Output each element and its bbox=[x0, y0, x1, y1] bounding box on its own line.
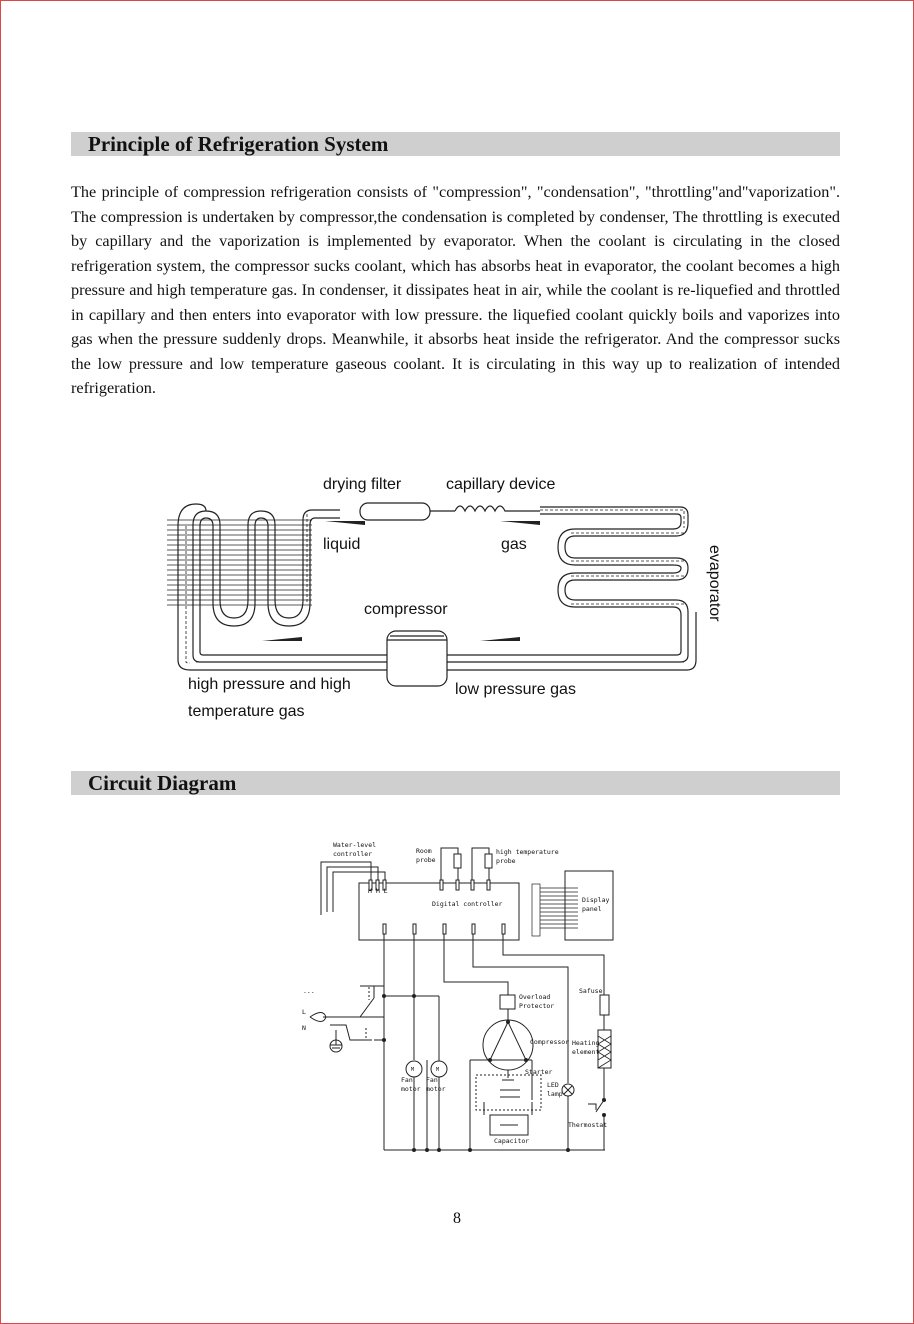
label-overload-1: Overload bbox=[519, 993, 551, 1001]
label-evaporator: evaporator bbox=[706, 545, 723, 622]
label-high-temp-2: probe bbox=[496, 857, 516, 865]
label-digital-controller: Digital controller bbox=[432, 900, 503, 908]
label-liquid: liquid bbox=[323, 536, 361, 553]
label-heating-1: Heating bbox=[572, 1039, 600, 1047]
label-l: L bbox=[302, 1008, 306, 1016]
label-fan1-1: Fan bbox=[401, 1076, 413, 1084]
label-heating-2: element bbox=[572, 1048, 600, 1056]
label-thermostat: Thermostat bbox=[568, 1121, 608, 1129]
label-led-1: LED bbox=[547, 1081, 559, 1089]
label-dots: ... bbox=[303, 987, 315, 995]
label-hml: H M L bbox=[368, 887, 388, 895]
label-display-2: panel bbox=[582, 905, 602, 913]
label-drying-filter: drying filter bbox=[323, 476, 402, 493]
label-overload-2: Protector bbox=[519, 1002, 555, 1010]
label-fan1-2: motor bbox=[401, 1085, 421, 1093]
label-room-probe-2: probe bbox=[416, 856, 436, 864]
label-capillary-device: capillary device bbox=[446, 476, 556, 493]
principle-paragraph bbox=[71, 180, 840, 401]
label-n: N bbox=[302, 1024, 306, 1032]
label-high-pressure-1: high pressure and high bbox=[188, 676, 351, 693]
label-compressor: Compressor bbox=[530, 1038, 570, 1046]
section-title-circuit: Circuit Diagram bbox=[71, 771, 840, 795]
label-high-pressure-2: temperature gas bbox=[188, 703, 305, 720]
label-water-level-1: Water-level bbox=[333, 841, 377, 849]
label-display-1: Display bbox=[582, 896, 610, 904]
label-led-2: lamp bbox=[547, 1090, 563, 1098]
page-number: 8 bbox=[453, 1210, 461, 1227]
label-fan1-m: M bbox=[411, 1067, 415, 1073]
label-starter: Starter bbox=[525, 1068, 553, 1076]
label-compressor: compressor bbox=[364, 601, 448, 618]
label-gas: gas bbox=[501, 536, 527, 553]
capillary-coil bbox=[455, 506, 540, 511]
condenser-fins bbox=[167, 520, 312, 605]
label-fan2-m: M bbox=[436, 1067, 440, 1073]
refrigeration-diagram bbox=[150, 465, 770, 730]
flow-arrows bbox=[262, 521, 540, 641]
principle-text: The principle of compression refrigeration consists of "compression", "condensation", "throttling"and"vaporization". The compression is undertaken by compressor,the condensation is completed by condenser, The throttling is executed by capillary and the vaporization is implemented by evaporator. When the coolant is circulating in the closed refrigeration system, the compressor sucks coolant, which has absorbs heat in evaporator, the coolant becomes a high pressure and high temperature gas. In condenser, it dissipates heat in air, while the coolant is re-liquefied and throttled in capillary and then enters into evaporator with low pressure. the liquefied coolant quickly boils and vaporizes into gas when the pressure suddenly drops. Meanwhile, it absorbs heat inside the refrigerator. And the compressor sucks the low pressure and low temperature gaseous coolant. It is circulating in this way up to realization of intended refrigeration. bbox=[71, 183, 840, 397]
label-fan2-1: Fan bbox=[426, 1076, 438, 1084]
label-high-temp-1: high temperature bbox=[496, 848, 559, 856]
label-fan2-2: motor bbox=[426, 1085, 446, 1093]
label-safuse: Safuse bbox=[579, 987, 603, 995]
ribbon-cable bbox=[532, 884, 578, 936]
label-water-level-2: controller bbox=[333, 850, 373, 858]
label-room-probe-1: Room bbox=[416, 847, 432, 855]
section-title-refrigeration: Principle of Refrigeration System bbox=[71, 132, 840, 156]
compressor-shape bbox=[387, 631, 447, 686]
label-capacitor: Capacitor bbox=[494, 1137, 530, 1145]
drying-filter-shape bbox=[360, 503, 430, 520]
label-low-pressure-gas: low pressure gas bbox=[455, 681, 576, 698]
circuit-diagram bbox=[295, 835, 625, 1160]
